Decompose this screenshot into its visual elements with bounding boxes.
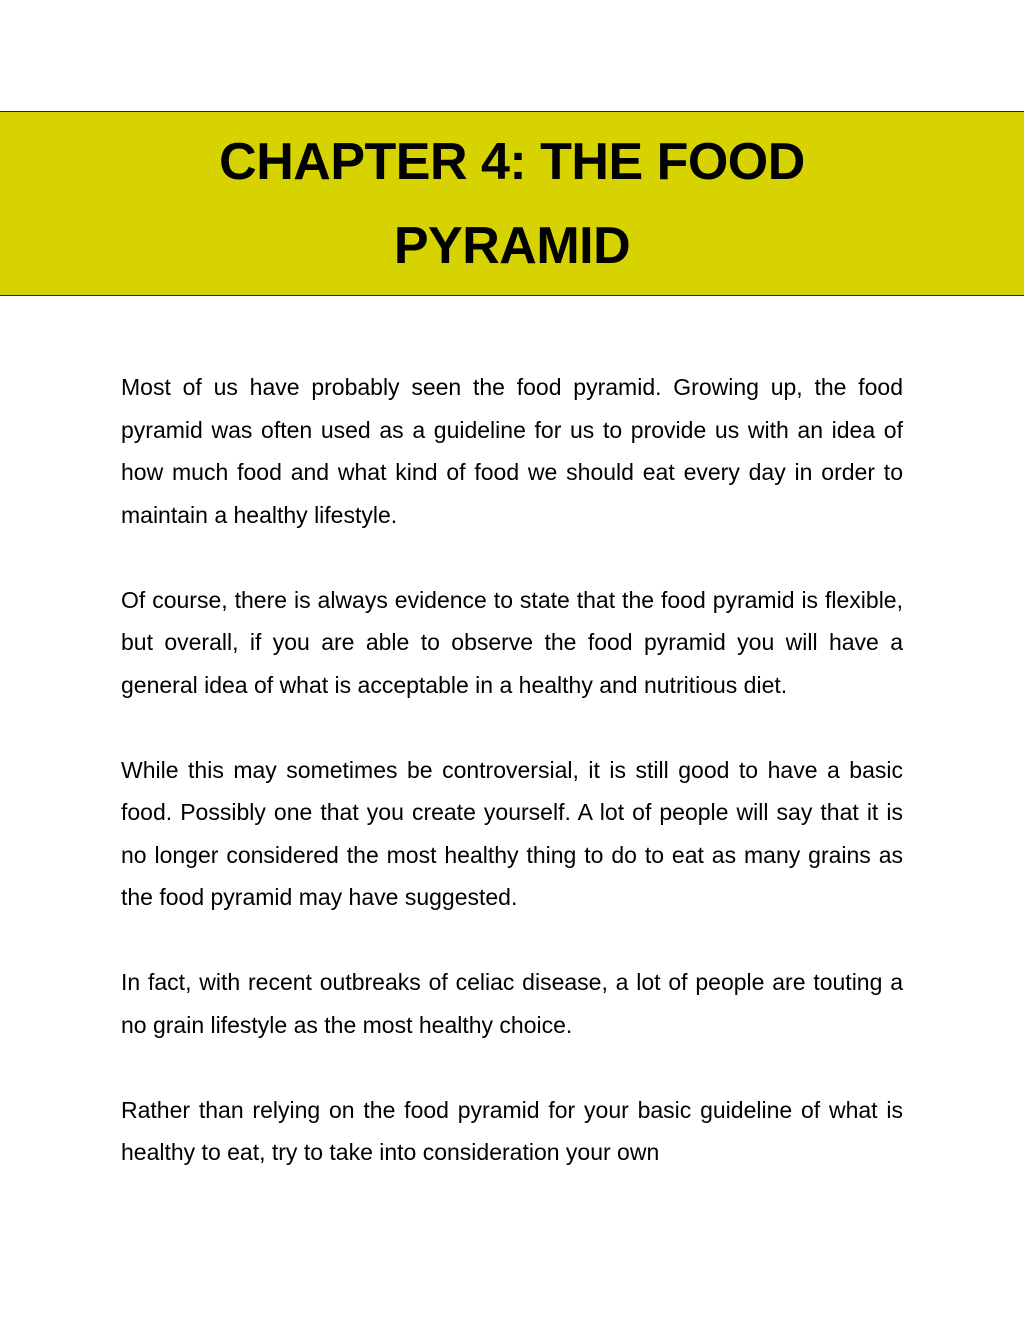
paragraph-4: In fact, with recent outbreaks of celiac disease, a lot of people are touting a no grain lifestyle as the most healthy choice.	[121, 969, 903, 1038]
paragraph-1: Most of us have probably seen the food pyramid. Growing up, the food pyramid was often used as a guideline for us to provide us with an idea of how much food and what kind of food we should eat every day in order to maintain a healthy lifestyle.	[121, 374, 903, 528]
chapter-title: CHAPTER 4: THE FOOD PYRAMID	[219, 132, 805, 275]
body-text	[121, 366, 903, 1174]
paragraph-2: Of course, there is always evidence to state that the food pyramid is flexible, but overall, if you are able to observe the food pyramid you will have a general idea of what is acceptable in a healthy and nutritious diet.	[121, 586, 903, 698]
paragraph-3: While this may sometimes be controversial, it is still good to have a basic food. Possibly one that you create yourself. A lot of people will say that it is no longer considered the most healthy thing to do to eat as many grains as the food pyramid may have suggested.	[121, 756, 903, 910]
chapter-banner	[0, 111, 1024, 296]
paragraph-5: Rather than relying on the food pyramid for your basic guideline of what is healthy to eat, try to take into consideration your own	[121, 1096, 903, 1165]
